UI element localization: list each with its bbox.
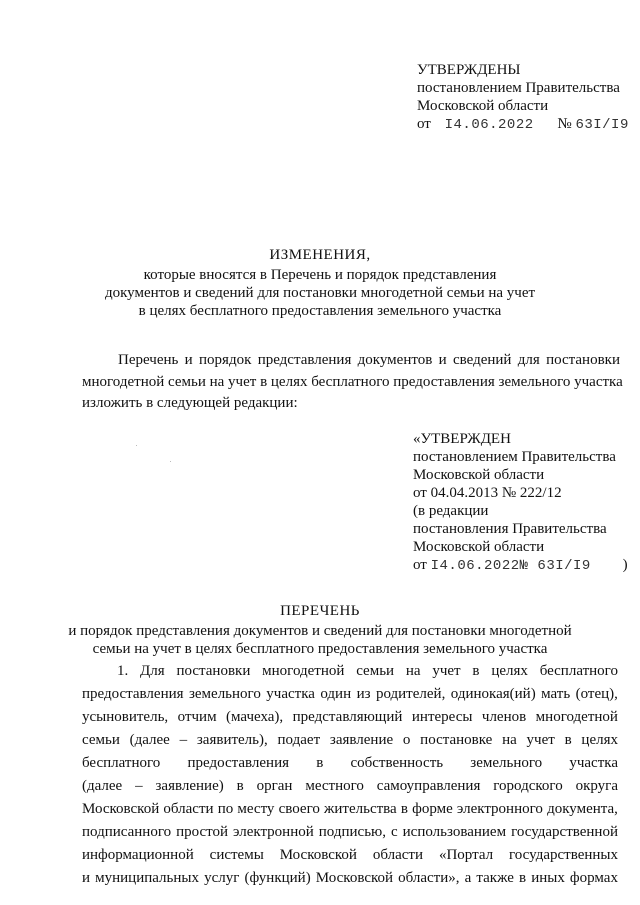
paragraph-1-line-3-word: многодетной	[535, 709, 618, 725]
paragraph-1-line-9-word: Московской	[279, 847, 357, 863]
paragraph-1-line-6-word: орган	[256, 778, 293, 794]
paragraph-1-line-10-word: формах	[569, 870, 618, 886]
paragraph-1-line-4-word: (далее	[129, 732, 170, 748]
approval-bottom-line7	[413, 556, 628, 575]
paragraph-1-line-6-word: местного	[305, 778, 364, 794]
paragraph-1-line-4-word: учет	[526, 732, 555, 748]
changes-title	[60, 246, 580, 320]
paragraph-1-line-10	[82, 870, 618, 887]
paragraph-1-line-2-word: (отец),	[575, 686, 618, 702]
paragraph-1-line-10-word: также	[476, 870, 514, 886]
paragraph-1-line-8-word: электронной	[233, 824, 314, 840]
paragraph-1-line-6	[82, 778, 618, 795]
approval-bottom-line5-a: постановления	[413, 521, 509, 537]
paragraph-1-line-5	[82, 755, 618, 772]
paragraph-1-line-7-word: в	[400, 801, 408, 817]
approval-stamp-top	[417, 61, 629, 134]
paragraph-1-line-9-word: системы	[209, 847, 264, 863]
paragraph-1-line-10-word: а	[464, 870, 472, 886]
paragraph-1-line-9	[82, 847, 618, 864]
paragraph-1-line-5-word: собственность	[350, 755, 444, 771]
paragraph-1-line-3-word: членов	[481, 709, 527, 725]
paragraph-1-line-1-word: бесплатного	[539, 663, 618, 679]
approval-top-number-prefix: №	[557, 116, 572, 132]
paragraph-1-line-7-word: своего	[278, 801, 320, 817]
approval-bottom-line4: (в редакции	[413, 503, 489, 519]
paragraph-1-line-10-word: (функций)	[244, 870, 311, 886]
paragraph-1-line-2-word: участка	[266, 686, 315, 702]
paragraph-1-line-10-word: Московской	[315, 870, 394, 886]
paragraph-1-line-6-word: городского	[493, 778, 563, 794]
approval-top-date-line	[417, 115, 629, 134]
approval-top-date: I4.06.2022	[444, 117, 534, 133]
paragraph-1-line-2-word: одинокая(ий)	[450, 686, 536, 702]
paragraph-1-line-9-word: государственных	[509, 847, 618, 863]
approval-bottom-line2: Московской области	[413, 467, 545, 483]
paragraph-1-line-8	[82, 824, 618, 841]
paragraph-1-line-4-word: в	[564, 732, 572, 748]
changes-heading: ИЗМЕНЕНИЯ,	[269, 247, 371, 263]
paragraph-1-line-2	[82, 686, 618, 703]
approval-stamp-bottom	[413, 430, 628, 575]
approval-bottom-line3: от 04.04.2013 № 222/12	[413, 485, 562, 501]
paragraph-1-line-2-word: один	[320, 686, 352, 702]
paragraph-1-line-10-word: области»,	[398, 870, 460, 886]
paragraph-1-line-10-word: иных	[531, 870, 565, 886]
paragraph-1-line-2-word: земельного	[188, 686, 261, 702]
paragraph-1-line-8-word: с	[391, 824, 398, 840]
paragraph-1-line-4-word: о	[402, 732, 411, 748]
paragraph-1-line-3-word: интересы	[411, 709, 473, 725]
approval-bottom-date-prefix: от	[413, 557, 427, 573]
paragraph-1-line-7-word: документа,	[547, 801, 618, 817]
approval-bottom-date: I4.06.2022	[430, 558, 520, 574]
approval-bottom-line5	[413, 520, 618, 538]
paragraph-1-line-10-word: и	[82, 870, 91, 886]
paragraph-1-line-5-word: предоставления	[187, 755, 289, 771]
approval-top-heading: УТВЕРЖДЕНЫ	[417, 62, 521, 78]
intro-line-1-word: документов	[357, 352, 433, 368]
paragraph-1-line-3-word: усыновитель,	[82, 709, 169, 725]
paragraph-1-line-4-word: целях	[581, 732, 618, 748]
paragraph-1-line-8-word: использованием	[402, 824, 507, 840]
paragraph-1-line-4-word: подает	[277, 732, 321, 748]
paragraph-1-line-8-word: подписанного	[82, 824, 172, 840]
scan-speck	[170, 461, 171, 462]
approval-top-date-prefix: от	[417, 116, 431, 132]
paragraph-1-line-7-word: электронного	[456, 801, 543, 817]
paragraph-1-line-1-word: на	[405, 663, 421, 679]
paragraph-1-line-2-word: предоставления	[82, 686, 184, 702]
scan-speck	[136, 445, 137, 446]
approval-bottom-line1: постановлением Правительства	[413, 449, 616, 465]
intro-line-2: многодетной семьи на учет в целях бесплатного предоставления земельного участка	[82, 374, 623, 390]
paragraph-1-line-4-word: постановке	[420, 732, 493, 748]
paragraph-1-line-4-word: на	[502, 732, 517, 748]
paragraph-1-line-1-word: 1.	[117, 663, 129, 679]
paragraph-1-line-5-word: бесплатного	[82, 755, 161, 771]
paragraph-1-line-6-word: самоуправления	[376, 778, 481, 794]
paragraph-1-line-6-word: округа	[575, 778, 618, 794]
paragraph-1-line-6-word: в	[236, 778, 244, 794]
paragraph-1-line-3-word: (мачеха),	[226, 709, 284, 725]
paragraph-1-line-10-word: услуг	[204, 870, 240, 886]
approval-bottom-line5-b: Правительства	[512, 521, 607, 537]
intro-line-1	[118, 352, 620, 369]
paragraph-1-line-1-word: Для	[140, 663, 165, 679]
approval-bottom-line6: Московской области	[413, 539, 545, 555]
paragraph-1-line-4-word: семьи	[82, 732, 120, 748]
paragraph-1-line-3-word: представляющий	[292, 709, 403, 725]
intro-line-1-word: и	[438, 352, 447, 368]
paragraph-1-line-9-word: «Портал	[438, 847, 494, 863]
paragraph-1-line-8-word: подписью,	[318, 824, 387, 840]
paragraph-1-line-9-word: области	[372, 847, 424, 863]
approval-bottom-number: № 63I/I9	[519, 558, 591, 574]
paragraph-1-line-10-word: в	[519, 870, 527, 886]
paragraph-1-line-1-word: семьи	[356, 663, 395, 679]
paragraph-1-line-6-word: заявление)	[155, 778, 224, 794]
intro-line-1-word: представления	[257, 352, 352, 368]
approval-top-number: 63I/I9	[575, 117, 629, 133]
paragraph-1-line-4-word: заявитель),	[196, 732, 268, 748]
paragraph-1-line-2-word: родителей,	[375, 686, 446, 702]
paragraph-1-line-7-word: форме	[412, 801, 453, 817]
paragraph-1-line-1-word: многодетной	[262, 663, 345, 679]
list-title-line2: семьи на учет в целях бесплатного предоставления земельного участка	[92, 641, 548, 657]
paragraph-1-line-4	[82, 732, 618, 749]
approval-top-line1: постановлением Правительства	[417, 80, 620, 96]
intro-line-3: изложить в следующей редакции:	[82, 395, 298, 411]
paragraph-1-line-8-word: государственной	[511, 824, 618, 840]
approval-bottom-close: )	[622, 557, 628, 573]
paragraph-1-line-1-word: в	[472, 663, 480, 679]
intro-line-1-word: сведений	[452, 352, 512, 368]
list-heading: ПЕРЕЧЕНЬ	[280, 603, 360, 619]
paragraph-1-line-7-word: жительства	[324, 801, 397, 817]
intro-line-1-word: Перечень	[118, 352, 179, 368]
changes-line3: в целях бесплатного предоставления земельного участка	[138, 303, 502, 319]
paragraph-1-line-4-word: –	[179, 732, 188, 748]
paragraph-1-line-7-word: Московской	[82, 801, 160, 817]
paragraph-1-line-9-word: информационной	[82, 847, 194, 863]
paragraph-1-line-2-word: мать	[541, 686, 571, 702]
paragraph-1-line-7-word: по	[217, 801, 234, 817]
intro-line-1-word: порядок	[199, 352, 252, 368]
paragraph-1-line-5-word: в	[316, 755, 324, 771]
paragraph-1-line-10-word: муниципальных	[95, 870, 199, 886]
approval-top-line2: Московской области	[417, 98, 549, 114]
paragraph-1-line-1	[117, 663, 618, 680]
list-title-line1: и порядок представления документов и сведений для постановки многодетной	[68, 623, 572, 639]
paragraph-1-line-7	[82, 801, 618, 818]
paragraph-1-line-1-word: постановки	[176, 663, 251, 679]
paragraph-1-line-7-word: области	[163, 801, 214, 817]
changes-line2: документов и сведений для постановки многодетной семьи на учет	[104, 285, 536, 301]
paragraph-1-line-6-word: (далее	[82, 778, 123, 794]
intro-line-1-word: и	[184, 352, 193, 368]
paragraph-1-line-6-word: –	[135, 778, 143, 794]
intro-line-1-word: для	[517, 352, 540, 368]
paragraph-1-line-5-word: земельного	[470, 755, 543, 771]
list-title	[60, 602, 580, 658]
paragraph-1-line-1-word: учет	[432, 663, 461, 679]
paragraph-1-line-3-word: отчим	[177, 709, 217, 725]
intro-line-1-word: постановки	[546, 352, 620, 368]
approval-bottom-heading: «УТВЕРЖДЕН	[413, 431, 511, 447]
paragraph-1-line-7-word: месту	[237, 801, 275, 817]
changes-line1: которые вносятся в Перечень и порядок представления	[143, 267, 497, 283]
paragraph-1-line-2-word: из	[356, 686, 371, 702]
paragraph-1-line-5-word: участка	[569, 755, 618, 771]
paragraph-1-line-8-word: простой	[176, 824, 229, 840]
paragraph-1-line-4-word: заявление	[329, 732, 394, 748]
paragraph-1-line-1-word: целях	[491, 663, 528, 679]
paragraph-1-line-3	[82, 709, 618, 726]
